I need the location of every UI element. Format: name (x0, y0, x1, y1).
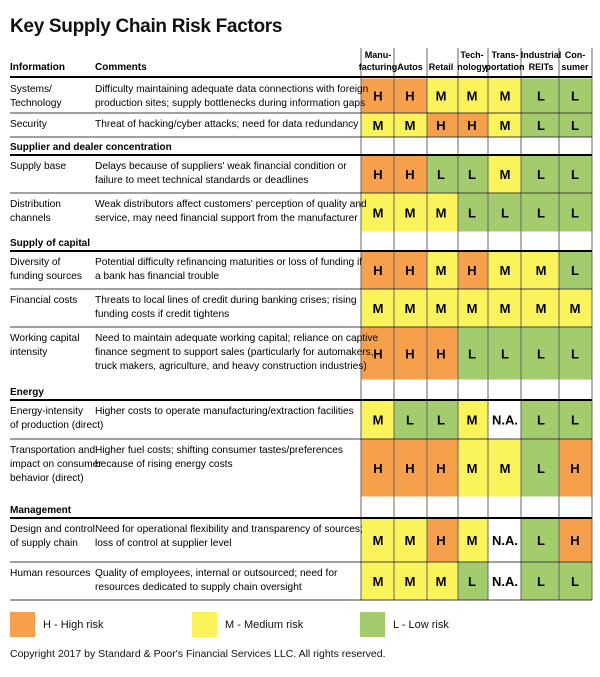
rating-value: M (499, 118, 511, 133)
rating-value: H (405, 346, 415, 362)
section-heading: Management (10, 505, 72, 516)
column-header-sector-0: Manu- (364, 50, 392, 60)
rating-value: M (466, 533, 478, 548)
rating-value: H (436, 533, 446, 548)
row-comment: Weak distributors affect customers' perception of quality and (95, 199, 367, 210)
rating-value: M (372, 301, 384, 316)
column-header-sector-6: Con- (564, 50, 586, 60)
row-comment: Need for operational flexibility and transparency of sources; (95, 524, 363, 535)
row-comment: Threats to local lines of credit during banking crises; rising (95, 295, 357, 306)
rating-value: H (436, 346, 446, 362)
legend-label-medium: M - Medium risk (225, 619, 304, 631)
rating-value: L (537, 88, 545, 104)
rating-value: L (571, 88, 579, 104)
rating-value: M (466, 412, 478, 428)
rating-value: M (404, 574, 416, 589)
rating-value: M (435, 205, 447, 221)
rating-value: L (537, 461, 545, 476)
rating-value: L (501, 205, 509, 221)
rating-value: M (404, 533, 416, 548)
column-header-comments: Comments (95, 62, 147, 73)
row-comment: Potential difficulty refinancing maturities or loss of funding if (95, 257, 363, 268)
rating-value: L (537, 167, 545, 182)
row-comment: truck makers, agriculture, and heavy construction industries) (95, 361, 367, 372)
row-label: Financial costs (10, 295, 78, 306)
rating-value: M (372, 118, 384, 133)
column-header-sector-1: Autos (397, 62, 423, 72)
rating-value: L (571, 574, 579, 589)
legend-swatch-low (360, 612, 385, 637)
rating-value: M (466, 301, 478, 316)
column-header-information: Information (10, 62, 65, 73)
rating-value: L (468, 205, 476, 221)
row-label: Distribution (10, 199, 61, 210)
rating-value: H (405, 461, 415, 476)
rating-value: M (499, 88, 511, 104)
copyright-notice: Copyright 2017 by Standard & Poor's Financial Services LLC. All rights reserved. (10, 648, 386, 660)
rating-value: L (537, 205, 545, 221)
column-header-sector-2: Retail (428, 62, 454, 72)
rating-value: M (499, 167, 511, 182)
rating-value: L (571, 412, 579, 428)
rating-value: L (571, 263, 579, 278)
row-comment: a bank has financial trouble (95, 271, 220, 282)
column-header-sector-3: Tech- (460, 50, 484, 60)
rating-value: N.A. (492, 574, 518, 589)
row-comment: because of rising energy costs (95, 459, 233, 470)
row-comment: finance segment to support sales (particularly for automakers, (95, 347, 374, 358)
row-label: funding sources (10, 271, 82, 282)
rating-value: N.A. (492, 533, 518, 548)
rating-value: M (372, 574, 384, 589)
rating-value: M (435, 574, 447, 589)
row-label: Supply base (10, 161, 67, 172)
row-comment: Delays because of suppliers' weak financial condition or (95, 161, 347, 172)
row-comment: Difficulty maintaining adequate data connections with foreign (95, 84, 369, 95)
rating-value: L (537, 533, 545, 548)
row-label: behavior (direct) (10, 473, 84, 484)
column-header-sector-6: sumer (561, 62, 589, 72)
rating-value: M (466, 88, 478, 104)
row-comment: resources dedicated to supply chain oversight (95, 582, 302, 593)
rating-value: H (405, 167, 415, 182)
column-header-sector-5: Industrial (520, 50, 562, 60)
rating-value: L (571, 205, 579, 221)
row-comment: loss of control at supplier level (95, 538, 232, 549)
rating-value: L (468, 346, 476, 362)
rating-value: M (372, 533, 384, 548)
section-heading: Supplier and dealer concentration (10, 142, 172, 153)
rating-value: L (571, 167, 579, 182)
row-label: Diversity of (10, 257, 61, 268)
row-label: Working capital (10, 333, 80, 344)
row-comment: Quality of employees, internal or outsourced; need for (95, 568, 338, 579)
row-label: Security (10, 119, 47, 130)
row-label: Technology (10, 98, 62, 109)
column-header-sector-4: Trans- (491, 50, 519, 60)
legend-swatch-high (10, 612, 35, 637)
row-comment: production sites; supply bottlenecks during information gaps (95, 98, 366, 109)
rating-value: L (537, 346, 545, 362)
rating-value: L (537, 574, 545, 589)
rating-value: M (404, 118, 416, 133)
rating-value: H (570, 461, 580, 476)
rating-value: M (499, 263, 511, 278)
legend-label-high: H - High risk (43, 619, 104, 631)
rating-value: H (405, 88, 415, 104)
rating-value: L (501, 346, 509, 362)
row-label: intensity (10, 347, 48, 358)
row-comment: Higher fuel costs; shifting consumer tastes/preferences (95, 445, 344, 456)
row-comment: service, may need financial support from the manufacturer (95, 213, 358, 224)
column-header-sector-3: nology (457, 62, 487, 72)
rating-value: M (535, 301, 547, 316)
rating-value: M (499, 461, 511, 476)
rating-value: M (372, 412, 384, 428)
column-header-sector-5: REITs (528, 62, 554, 72)
rating-value: L (437, 167, 445, 182)
rating-value: H (436, 118, 446, 133)
row-label: Systems/ (10, 84, 52, 95)
rating-value: H (467, 118, 477, 133)
rating-value: L (537, 118, 545, 133)
row-comment: Higher costs to operate manufacturing/extraction facilities (95, 406, 354, 417)
rating-value: H (570, 533, 580, 548)
rating-value: L (468, 574, 476, 589)
row-label: Transportation and (10, 445, 96, 456)
rating-value: M (404, 301, 416, 316)
rating-value: M (535, 263, 547, 278)
rating-value: L (468, 167, 476, 182)
row-label: Design and control (10, 524, 95, 535)
rating-value: H (373, 88, 383, 104)
rating-value: N.A. (492, 412, 518, 428)
rating-value: M (499, 301, 511, 316)
column-header-sector-0: facturing (358, 62, 398, 72)
column-header-sector-4: portation (485, 62, 525, 72)
legend-swatch-medium (192, 612, 217, 637)
rating-value: L (537, 412, 545, 428)
rating-value: L (437, 412, 445, 428)
row-comment: Need to maintain adequate working capital; reliance on captive (95, 333, 379, 344)
rating-value: L (571, 346, 579, 362)
rating-value: H (405, 263, 415, 278)
rating-value: M (372, 205, 384, 221)
row-label: channels (10, 213, 51, 224)
section-heading: Supply of capital (10, 238, 91, 249)
rating-value: L (406, 412, 414, 428)
rating-value: H (373, 167, 383, 182)
row-label: impact on consumer (10, 459, 102, 470)
rating-value: M (435, 263, 447, 278)
row-label: Energy-intensity (10, 406, 84, 417)
rating-value: M (404, 205, 416, 221)
rating-value: L (571, 118, 579, 133)
row-comment: Threat of hacking/cyber attacks; need for data redundancy (95, 119, 359, 130)
section-heading: Energy (10, 387, 44, 398)
rating-value: M (569, 301, 581, 316)
rating-value: H (373, 461, 383, 476)
page-title: Key Supply Chain Risk Factors (10, 16, 283, 37)
rating-value: M (435, 301, 447, 316)
row-comment: failure to meet technical standards or deadlines (95, 175, 309, 186)
rating-value: H (436, 461, 446, 476)
legend-label-low: L - Low risk (393, 619, 449, 631)
row-label: Human resources (10, 568, 91, 579)
row-label: of supply chain (10, 538, 78, 549)
rating-value: H (467, 263, 477, 278)
rating-value: M (435, 88, 447, 104)
rating-value: M (466, 461, 478, 476)
row-comment: funding costs if credit tightens (95, 309, 230, 320)
rating-value: H (373, 346, 383, 362)
rating-value: H (373, 263, 383, 278)
row-label: of production (direct) (10, 420, 104, 431)
